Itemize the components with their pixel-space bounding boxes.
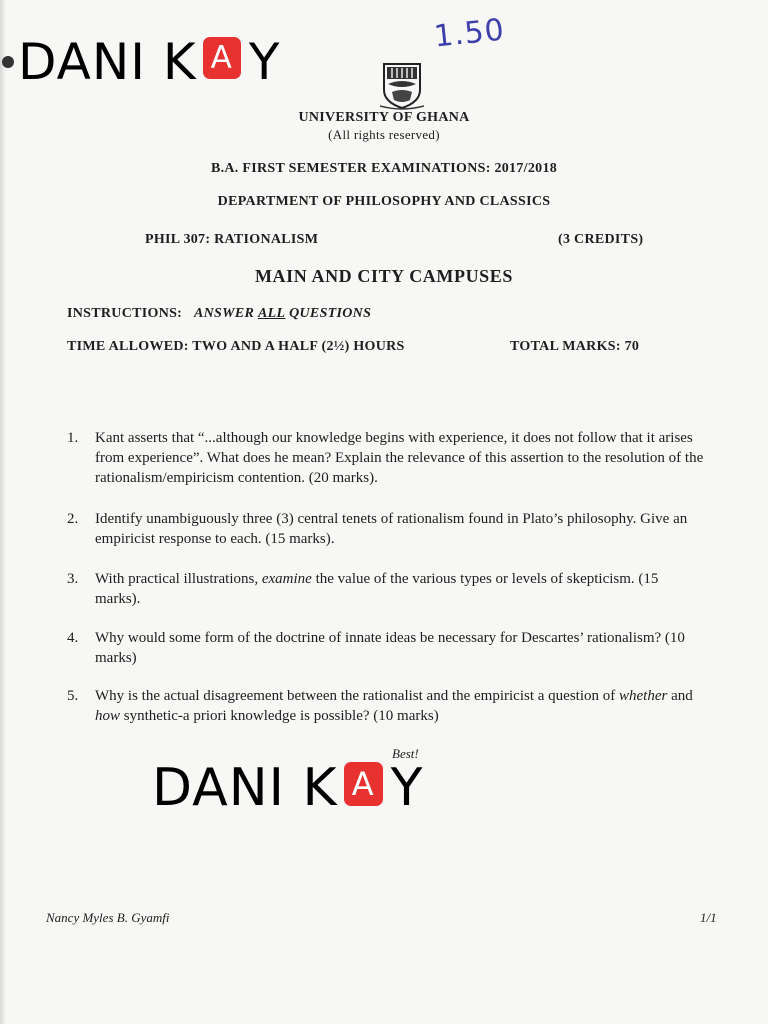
question-text: Why would some form of the doctrine of innate ideas be necessary for Descartes’ rationalism? (10 marks) <box>95 630 685 666</box>
course-code: PHIL 307: RATIONALISM <box>145 232 319 247</box>
scan-edge <box>0 0 6 1024</box>
question-2 <box>67 509 707 549</box>
question-text: With practical illustrations, examine the value of the various types or levels of skepticism. (15 marks). <box>95 571 659 607</box>
watermark-logo-middle <box>152 758 423 818</box>
question-number: 5. <box>67 688 79 704</box>
question-4 <box>67 628 707 668</box>
closing-note: Best! <box>392 746 419 761</box>
exam-title: B.A. FIRST SEMESTER EXAMINATIONS: 2017/2018 <box>210 161 558 176</box>
university-crest-icon <box>380 60 424 110</box>
instructions <box>67 306 371 322</box>
question-number: 1. <box>67 430 79 446</box>
university-name: UNIVERSITY OF GHANA <box>298 110 470 125</box>
question-text: Identify unambiguously three (3) central tenets of rationalism found in Plato’s philosophy. Give an empiricist response to each. (15 marks). <box>95 511 688 547</box>
campuses-heading: MAIN AND CITY CAMPUSES <box>254 266 514 286</box>
emphasis-how: how <box>95 708 121 724</box>
course-credits: (3 CREDITS) <box>558 232 644 247</box>
instructions-post: QUESTIONS <box>289 306 372 321</box>
question-text: Kant asserts that “...although our knowledge begins with experience, it does not follow that it arises from experience”. What does he mean? Explain the relevance of this assertion to the resolution of the rationalism/empiricism contention. (20 marks). <box>95 430 704 486</box>
emphasis-whether: whether <box>619 688 668 704</box>
question-number: 2. <box>67 511 79 527</box>
instructions-label: INSTRUCTIONS: <box>67 306 183 321</box>
instructions-all: ALL <box>257 306 286 321</box>
watermark-text-before: DANI K <box>18 33 197 91</box>
watermark-box-letter: A <box>344 762 383 805</box>
watermark-logo-top <box>2 33 280 91</box>
time-allowed: TIME ALLOWED: TWO AND A HALF (2½) HOURS <box>67 339 405 354</box>
bullet-dot <box>2 56 14 68</box>
footer-page-number: 1/1 <box>700 910 717 925</box>
total-marks: TOTAL MARKS: 70 <box>510 339 640 354</box>
instructions-pre: ANSWER <box>193 306 255 321</box>
watermark-box-letter: A <box>203 37 241 79</box>
question-number: 4. <box>67 630 79 646</box>
emphasis-examine: examine <box>261 571 312 587</box>
handwritten-score: 1.50 <box>432 12 507 55</box>
watermark-text-after: Y <box>248 33 281 91</box>
question-number: 3. <box>67 571 79 587</box>
question-text: Why is the actual disagreement between the rationalist and the empiricist a question of whether and how synthetic-a priori knowledge is possible? (10 marks) <box>95 688 693 724</box>
question-5 <box>67 686 707 726</box>
rights-reserved: (All rights reserved) <box>328 127 440 142</box>
question-1 <box>67 428 707 488</box>
footer-author: Nancy Myles B. Gyamfi <box>46 910 170 925</box>
question-3 <box>67 569 707 609</box>
department-name: DEPARTMENT OF PHILOSOPHY AND CLASSICS <box>217 194 551 209</box>
watermark-text-before: DANI K <box>152 758 338 818</box>
watermark-text-after: Y <box>390 758 424 818</box>
